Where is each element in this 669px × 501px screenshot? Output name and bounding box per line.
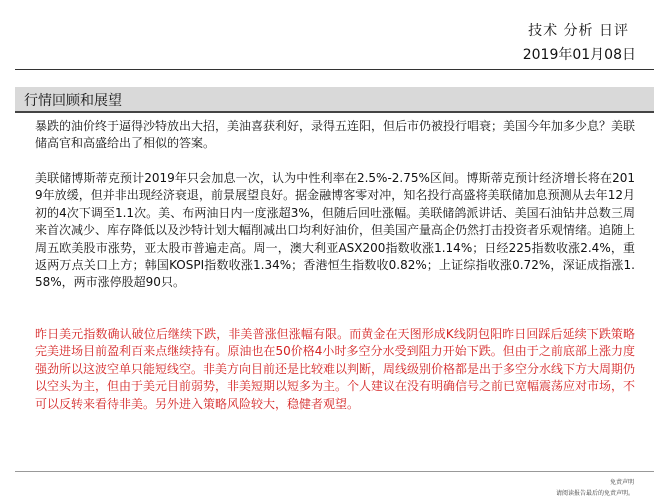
top-divider: [15, 69, 654, 70]
header-date: 2019年01月08日: [522, 47, 636, 63]
section-bar: [15, 87, 654, 113]
disclaimer-title: 免责声明: [609, 479, 634, 486]
bottom-divider: [15, 471, 654, 472]
paragraph-intro: 暴跌的油价终于逼得沙特放出大招，美油喜获利好，录得五连阳，但后市仍被投行唱衰；美国今年加多少息？美联储高官和高盛给出了相似的答案。: [35, 119, 636, 151]
paragraph-outlook: 昨日美元指数确认破位后继续下跌，非美普涨但涨幅有限。而黄金在天图形成K线阴包阳昨日回踩后延续下跌策略完美进场目前盈利百来点继续持有。原油也在50价格4小时多空分水受到阻力开始下跌。但由于之前底部上涨力度强劲所以这波空单只能短线空。非美方向目前还是比较难以判断，周线级别价格都是出于多空分水线下方大周期仍以空头为主，但由于美元目前弱势，非美短期以短多为主。个人建议在没有明确信号之前已宽幅震荡应对市场，不可以反转来看待非美。另外进入策略风险较大，稳健者观望。: [35, 327, 636, 411]
header-title: 技术 分析 日评: [528, 23, 629, 39]
disclaimer-text: 请阅读报告最后的免责声明。: [555, 490, 634, 497]
section-title: 行情回顾和展望: [24, 93, 122, 109]
paragraph-market-review: 美联储博斯蒂克预计2019年只会加息一次，认为中性利率在2.5%-2.75%区间。博斯蒂克预计经济增长将在2019年放缓，但并非出现经济衰退，前景展望良好。据金融博客零对冲，知名投行高盛将美联储加息预测从去年12月初的4次下调至1.1次。美、布两油日内一度涨超3%，但随后回吐涨幅。美联储鸽派讲话、美国石油钻井总数三周来首次减少、库存降低以及沙特计划大幅削减出口均利好油价，但美国产量高企仍然打击投资者乐观情绪。追随上周五欧美股市涨势，亚太股市普遍走高。周一，澳大利亚ASX200指数收涨1.14%；日经225指数收涨2.4%，重返两万点关口上方；韩国KOSPI指数收涨1.34%；香港恒生指数收0.82%；上证综指收涨0.72%，深证成指涨1.58%，两市涨停股超90只。: [35, 171, 636, 290]
